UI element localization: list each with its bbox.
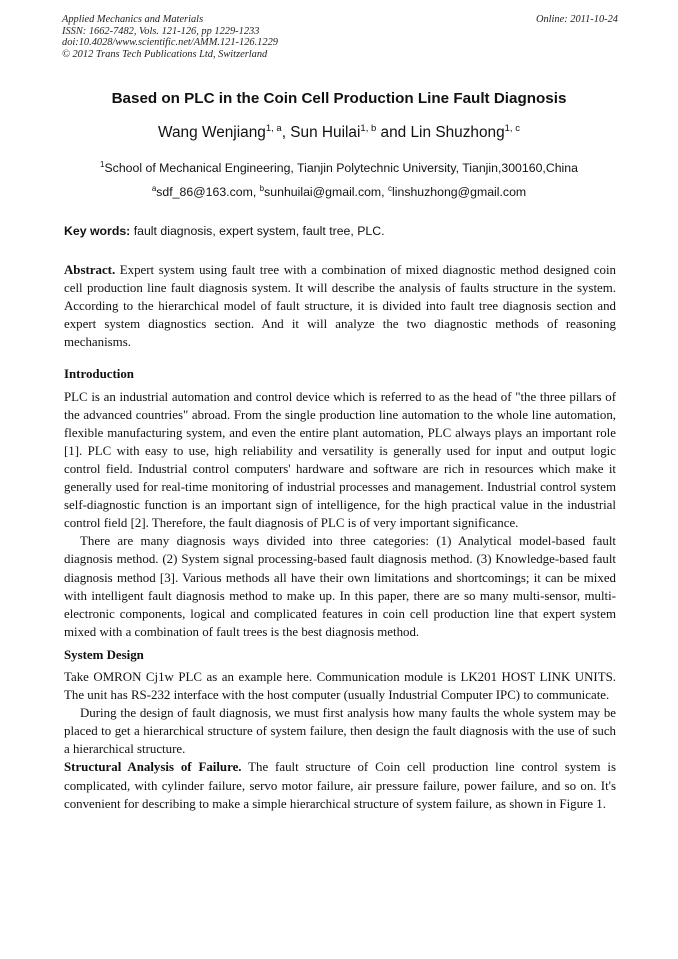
email-superscript: a bbox=[151, 183, 157, 193]
author-superscript: 1, a bbox=[265, 122, 282, 134]
author-name: Lin Shuzhong bbox=[410, 124, 505, 141]
affiliation-text: School of Mechanical Engineering, Tianjin Polytechnic University, Tianjin,300160,China bbox=[104, 161, 578, 175]
author-name: Sun Huilai bbox=[290, 124, 361, 141]
keywords-label: Key words: bbox=[64, 224, 131, 238]
abstract-paragraph bbox=[64, 261, 616, 351]
author-separator: and bbox=[376, 124, 411, 141]
paper-title: Based on PLC in the Coin Cell Production Line Fault Diagnosis bbox=[111, 90, 567, 107]
online-date: Online: 2011-10-24 bbox=[535, 14, 618, 25]
keywords-text: fault diagnosis, expert system, fault tree, PLC. bbox=[130, 224, 385, 238]
keywords bbox=[64, 224, 616, 238]
paper-body bbox=[64, 261, 616, 813]
structural-analysis-label: Structural Analysis of Failure. bbox=[64, 760, 242, 775]
doi-line[interactable]: doi:10.4028/www.scientific.net/AMM.121-126.1229 bbox=[62, 37, 278, 49]
journal-name: Applied Mechanics and Materials bbox=[62, 14, 204, 25]
system-design-heading: System Design bbox=[64, 647, 144, 662]
email-list bbox=[62, 185, 616, 199]
affiliation-superscript: 1 bbox=[100, 159, 105, 169]
system-design-paragraph-2: During the design of fault diagnosis, we must first analysis how many faults the whole system may be placed to get a hierarchical structure of system failure, then design the fault diagnosis with the use of such a hierarchical structure. bbox=[64, 706, 616, 757]
email-address[interactable]: sdf_86@163.com, bbox=[156, 185, 260, 199]
email-address[interactable]: sunhuilai@gmail.com, bbox=[264, 185, 389, 199]
issn-line: ISSN: 1662-7482, Vols. 121-126, pp 1229-1233 bbox=[62, 25, 260, 37]
introduction-paragraph-2: There are many diagnosis ways divided into three categories: (1) Analytical model-based fault diagnosis method. (2) System signal processing-based fault diagnosis method. (3) Knowledge-based fault diagnosis method [3]. Various methods all have their own limitations and shortcomings; it can be mixed with intelligent fault diagnosis method to make up. In this paper, there are so many multi-sensor, multi-electronic components, logical and complicated features in coin cell production line that expert system mixed with a combination of fault trees is the best diagnosis method. bbox=[64, 534, 616, 639]
structural-analysis-text: The fault structure of Coin cell production line control system is complicated, with cylinder failure, servo motor failure, air pressure failure, power failure, and so on. It's convenient for describing to make a simple hierarchical structure of system failure, as shown in Figure 1. bbox=[64, 760, 616, 811]
author-separator: , bbox=[281, 124, 291, 141]
journal-header bbox=[62, 14, 618, 60]
affiliation bbox=[62, 161, 616, 175]
author-superscript: 1, b bbox=[360, 122, 377, 134]
author-list bbox=[62, 124, 616, 142]
abstract-text: Expert system using fault tree with a combination of mixed diagnostic method designed coin cell production line fault diagnosis system. It will describe the analysis of faults structure in the system. According to the hierarchical model of fault structure, it is divided into fault tree diagnosis section and expert system diagnostics section. And it will analyze the two diagnostic methods of reasoning mechanisms. bbox=[64, 263, 616, 350]
email-superscript: b bbox=[259, 183, 265, 193]
author-superscript: 1, c bbox=[504, 122, 520, 134]
abstract-label: Abstract. bbox=[64, 263, 116, 277]
email-superscript: c bbox=[388, 183, 393, 193]
structural-analysis-paragraph bbox=[64, 758, 616, 812]
copyright-line: © 2012 Trans Tech Publications Ltd, Switzerland bbox=[62, 48, 268, 60]
introduction-paragraph-1: PLC is an industrial automation and control device which is referred to as the head of "the three pillars of the advanced countries" abroad. From the single production line automation to the whole line automation, flexible manufacturing system, and even the entire plant automation, PLC always plays an important role [1]. PLC with easy to use, high reliability and versatility is generally used for input and output logic control field. Industrial control computers' hardware and software are rich in resources which make it generally used for real-time monitoring of industrial processes and management. Industrial control system self-diagnostic function is an important sign of intelligence, for the high practical value in the industrial control field [2]. Therefore, the fault diagnosis of PLC is of very important significance. bbox=[64, 389, 616, 531]
system-design-paragraph-1: Take OMRON Cj1w PLC as an example here. Communication module is LK201 HOST LINK UNITS. The unit has RS-232 interface with the host computer (usually Industrial Computer IPC) to communicate. bbox=[64, 669, 616, 703]
author-name: Wang Wenjiang bbox=[158, 124, 266, 141]
introduction-heading: Introduction bbox=[64, 367, 134, 382]
email-address[interactable]: linshuzhong@gmail.com bbox=[392, 185, 527, 199]
